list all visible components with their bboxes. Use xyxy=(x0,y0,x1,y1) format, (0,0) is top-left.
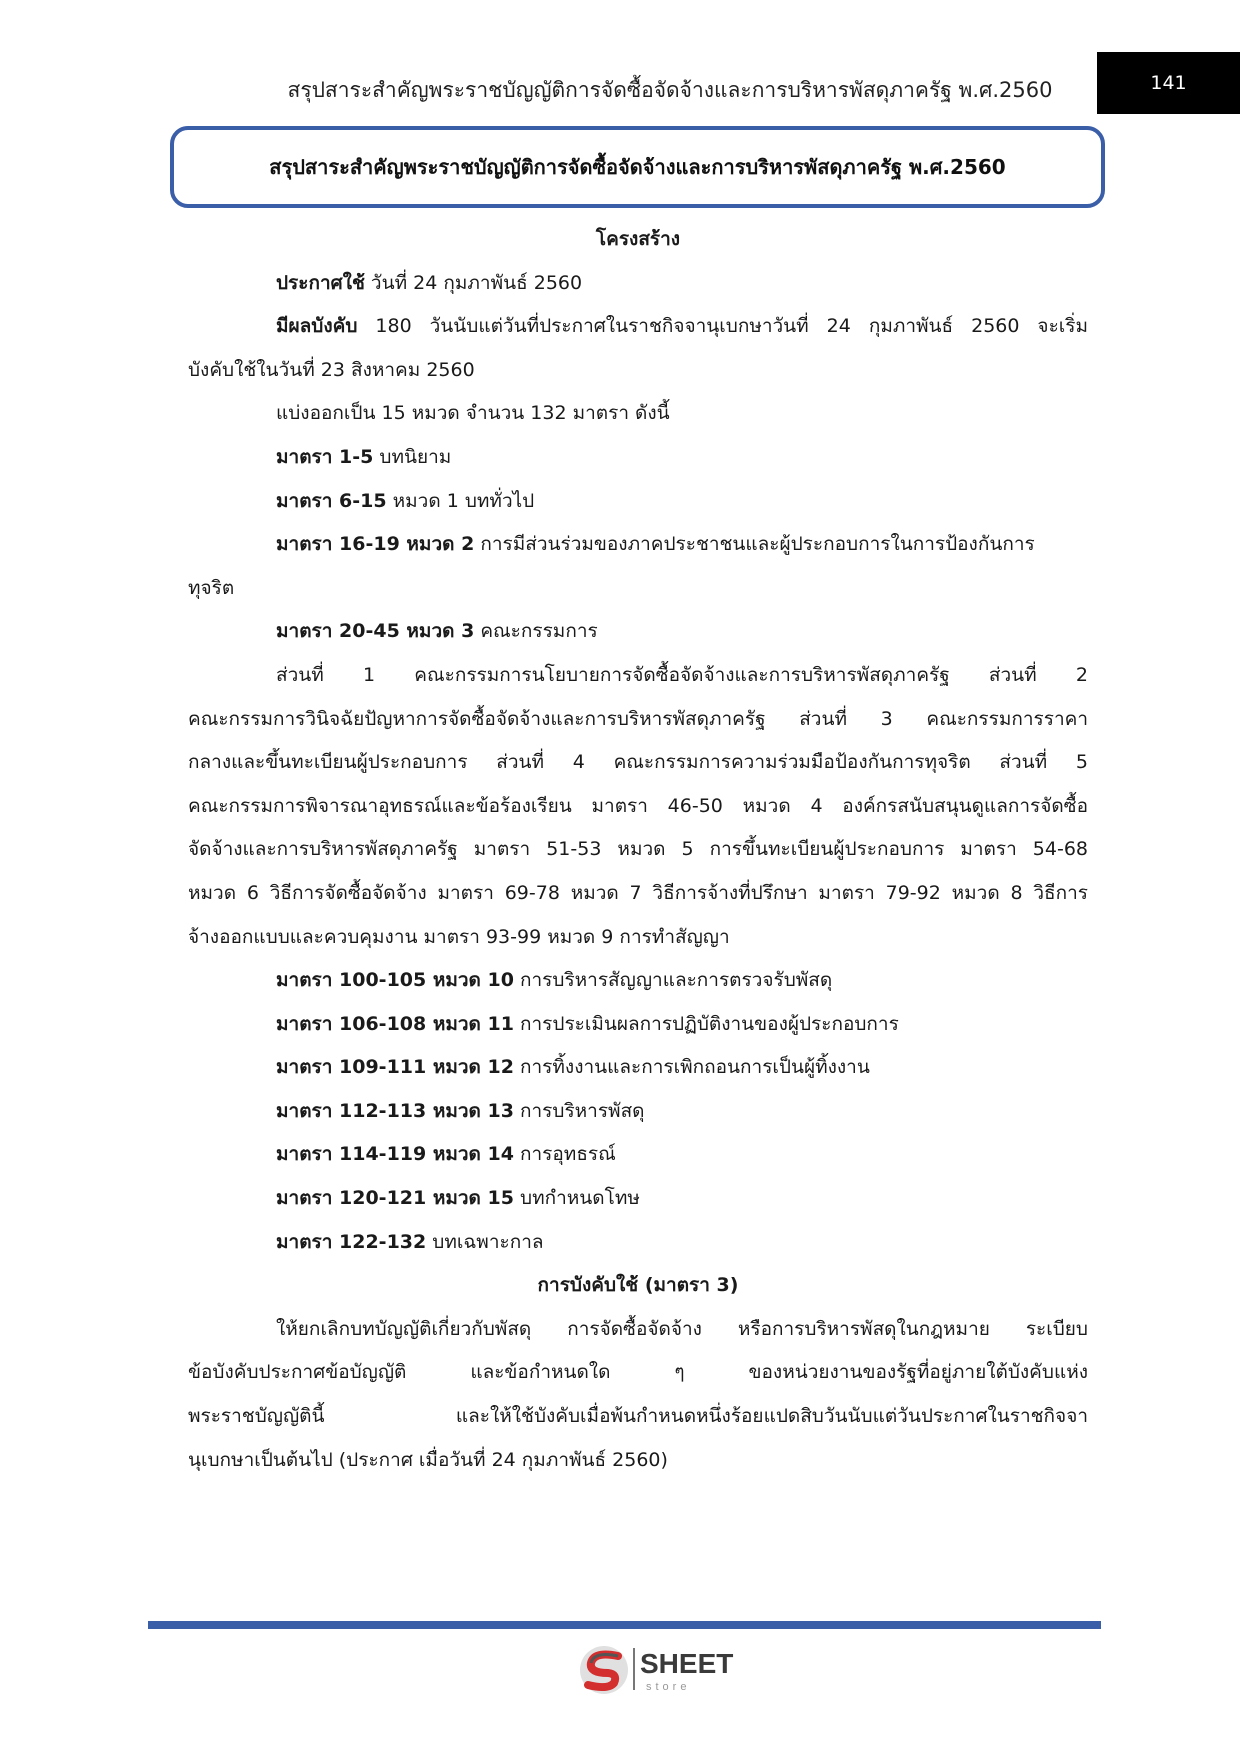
paragraph-line: ส่วนที่ 1 คณะกรรมการนโยบายการจัดซื้อจัดจ้างและการบริหารพัสดุภาครัฐ ส่วนที่ 2 xyxy=(276,663,1088,686)
paragraph-line: คณะกรรมการพิจารณาอุทธรณ์และข้อร้องเรียน มาตรา 46-50 หมวด 4 องค์กรสนับสนุนดูแลการจัดซื้อ xyxy=(188,794,1088,817)
paragraph-line: ข้อบังคับประกาศข้อบัญญัติ และข้อกำหนดใด ๆ ของหน่วยงานของรัฐที่อยู่ภายใต้บังคับแห่ง xyxy=(188,1361,1088,1384)
logo-text: SHEET xyxy=(640,1648,734,1679)
paragraph-line: มาตรา 6-15 หมวด 1 บททั่วไป xyxy=(276,489,535,512)
paragraph-line: มาตรา 106-108 หมวด 11 การประเมินผลการปฏิบัติงานของผู้ประกอบการ xyxy=(276,1012,899,1035)
document-title: สรุปสาระสำคัญพระราชบัญญัติการจัดซื้อจัดจ้างและการบริหารพัสดุภาครัฐ พ.ศ.2560 xyxy=(269,155,1006,179)
paragraph-line: จ้างออกแบบและควบคุมงาน มาตรา 93-99 หมวด 9 การทำสัญญา xyxy=(188,925,730,948)
paragraph-line: มาตรา 16-19 หมวด 2 การมีส่วนร่วมของภาคประชาชนและผู้ประกอบการในการป้องกันการ xyxy=(276,533,1035,556)
logo-subtext: store xyxy=(646,1681,691,1693)
paragraph-line: นุเบกษาเป็นต้นไป (ประกาศ เมื่อวันที่ 24 กุมภาพันธ์ 2560) xyxy=(188,1448,668,1471)
footer-divider xyxy=(148,1621,1101,1629)
paragraph-line: แบ่งออกเป็น 15 หมวด จำนวน 132 มาตรา ดังนี้ xyxy=(276,402,670,425)
paragraph-line: ให้ยกเลิกบทบัญญัติเกี่ยวกับพัสดุ การจัดซื้อจัดจ้าง หรือการบริหารพัสดุในกฎหมาย ระเบียบ xyxy=(276,1317,1088,1340)
paragraph-line: คณะกรรมการวินิจฉัยปัญหาการจัดซื้อจัดจ้างและการบริหารพัสดุภาครัฐ ส่วนที่ 3 คณะกรรมการราคา xyxy=(188,707,1088,730)
paragraph-line: มาตรา 100-105 หมวด 10 การบริหารสัญญาและการตรวจรับพัสดุ xyxy=(276,969,833,992)
paragraph-line: ทุจริต xyxy=(188,576,235,599)
logo-divider xyxy=(633,1648,635,1690)
paragraph-line: มาตรา 114-119 หมวด 14 การอุทธรณ์ xyxy=(276,1143,616,1166)
document-body xyxy=(188,218,1088,1482)
paragraph-line: มาตรา 20-45 หมวด 3 คณะกรรมการ xyxy=(276,620,598,643)
paragraph-line: จัดจ้างและการบริหารพัสดุภาครัฐ มาตรา 51-53 หมวด 5 การขึ้นทะเบียนผู้ประกอบการ มาตรา 54-68 xyxy=(188,838,1088,861)
paragraph-line: พระราชบัญญัตินี้ และให้ใช้บังคับเมื่อพ้นกำหนดหนึ่งร้อยแปดสิบวันนับแต่วันประกาศในราชกิจจา xyxy=(188,1405,1088,1428)
paragraph-line: บังคับใช้ในวันที่ 23 สิงหาคม 2560 xyxy=(188,358,475,381)
paragraph-line: มาตรา 109-111 หมวด 12 การทิ้งงานและการเพิกถอนการเป็นผู้ทิ้งงาน xyxy=(276,1056,870,1079)
section-heading-enforcement: การบังคับใช้ (มาตรา 3) xyxy=(537,1274,739,1297)
title-box xyxy=(170,126,1105,208)
paragraph-line: มีผลบังคับ 180 วันนับแต่วันที่ประกาศในราชกิจจานุเบกษาวันที่ 24 กุมภาพันธ์ 2560 จะเริ่ม xyxy=(276,315,1088,338)
paragraph-line: มาตรา 1-5 บทนิยาม xyxy=(276,445,452,468)
running-header-title: สรุปสาระสำคัญพระราชบัญญัติการจัดซื้อจัดจ้างและการบริหารพัสดุภาครัฐ พ.ศ.2560 xyxy=(287,78,1053,102)
section-heading-structure: โครงสร้าง xyxy=(595,228,681,250)
paragraph-line: มาตรา 122-132 บทเฉพาะกาล xyxy=(276,1230,544,1253)
paragraph-line: มาตรา 120-121 หมวด 15 บทกำหนดโทษ xyxy=(276,1187,640,1210)
paragraph-line: ประกาศใช้ วันที่ 24 กุมภาพันธ์ 2560 xyxy=(276,271,583,294)
paragraph-line: กลางและขึ้นทะเบียนผู้ประกอบการ ส่วนที่ 4 คณะกรรมการความร่วมมือป้องกันการทุจริต ส่วนที่ 5 xyxy=(188,751,1088,774)
paragraph-line: มาตรา 112-113 หมวด 13 การบริหารพัสดุ xyxy=(276,1099,645,1122)
page-number: 141 xyxy=(1150,72,1187,94)
paragraph-line: หมวด 6 วิธีการจัดซื้อจัดจ้าง มาตรา 69-78 หมวด 7 วิธีการจ้างที่ปรึกษา มาตรา 79-92 หมวด 8 วิธีการ xyxy=(188,881,1088,904)
